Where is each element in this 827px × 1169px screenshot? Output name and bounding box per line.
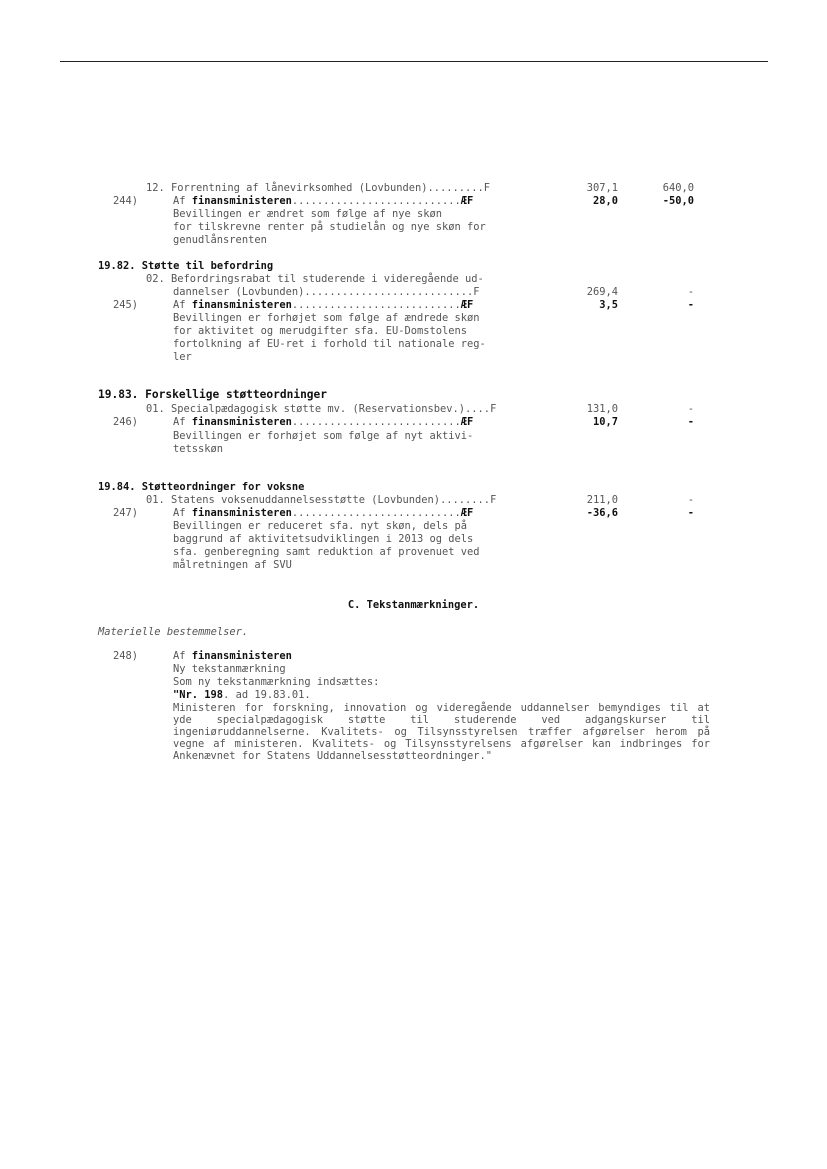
amount-change: - [687, 299, 694, 311]
amount-change: - [687, 416, 694, 428]
change-ref: 244) [113, 195, 139, 207]
item-line: dannelser (Lovbunden)...........................F [173, 286, 480, 298]
amount-change: -50,0 [662, 195, 694, 207]
amount: 211,0 [586, 494, 618, 506]
text-line: Ny tekstanmærkning [173, 663, 286, 675]
item-line: 12. Forrentning af lånevirksomhed (Lovbunden).........F [146, 182, 491, 194]
explanation-line: baggrund af aktivitetsudviklingen i 2013 og dels [173, 533, 474, 545]
explanation-line: Bevillingen er ændret som følge af nye skøn [173, 208, 442, 220]
explanation-line: fortolkning af EU-ret i forhold til nationale reg- [173, 338, 486, 350]
explanation-line: for aktivitet og merudgifter sfa. EU-Domstolens [173, 325, 468, 337]
note-number: Nr. 198 [179, 689, 224, 701]
dot-leader: ........................... [291, 299, 461, 311]
minister-name: finansministeren [191, 416, 292, 428]
item-line: 01. Statens voksenuddannelsesstøtte (Lovbunden)........F [146, 494, 497, 506]
section-title: C. Tekstanmærkninger. [347, 599, 480, 611]
dot-leader: ........................... [291, 416, 461, 428]
note-reference: . ad 19.83.01. [223, 689, 311, 701]
code: ÆF [460, 416, 474, 428]
af-label: Af [173, 195, 192, 207]
amount: 640,0 [662, 182, 694, 194]
section-heading: 19.83. Forskellige støtteordninger [98, 388, 328, 401]
explanation-line: ler [173, 351, 192, 363]
code: ÆF [460, 299, 474, 311]
amount-change: - [687, 507, 694, 519]
code: ÆF [460, 195, 474, 207]
explanation-line: Bevillingen er forhøjet som følge af ændrede skøn [173, 312, 480, 324]
code: ÆF [460, 507, 474, 519]
explanation-line: Bevillingen er reduceret sfa. nyt skøn, dels på [173, 520, 468, 532]
item-line: 02. Befordringsrabat til studerende i videregående ud- [146, 273, 484, 285]
af-label: Af [173, 299, 192, 311]
quote-mark: " [173, 689, 180, 701]
amount: - [687, 494, 694, 506]
minister-name: finansministeren [191, 299, 292, 311]
header-rule [60, 61, 768, 62]
minister-name: finansministeren [191, 195, 292, 207]
section-heading: 19.84. Støtteordninger for voksne [98, 481, 305, 493]
dot-leader: ........................... [291, 195, 461, 207]
note-number-line [173, 689, 311, 701]
text-line: Som ny tekstanmærkning indsættes: [173, 676, 380, 688]
change-ref: 245) [113, 299, 139, 311]
note-paragraph: Ministeren for forskning, innovation og videregående uddannelser bemyndiges til at yde specialpædagogisk støtte til studerende ved adgangskurser til ingeniøruddannelserne. Kvalitets- og Tilsynsstyrelsen træffer afgørelser herom på vegne af ministeren. Kvalitets- og Tilsynsstyrelsens afgørelser kan indbringes for Ankenævnet for Statens Uddannelsesstøtteordninger." [173, 702, 710, 762]
explanation-line: genudlånsrenten [173, 234, 267, 246]
explanation-line: tetsskøn [173, 443, 224, 455]
dot-leader: ........................... [291, 507, 461, 519]
amount-change: 10,7 [592, 416, 618, 428]
af-label: Af [173, 650, 192, 662]
amount: - [687, 286, 694, 298]
af-label: Af [173, 507, 192, 519]
explanation-line: sfa. genberegning samt reduktion af provenuet ved [173, 546, 480, 558]
section-subtitle: Materielle bestemmelser. [98, 626, 249, 638]
amount-change: -36,6 [586, 507, 618, 519]
change-line [173, 299, 473, 311]
amount-change: 3,5 [599, 299, 618, 311]
amount: - [687, 403, 694, 415]
change-line [173, 507, 473, 519]
section-heading: 19.82. Støtte til befordring [98, 260, 274, 272]
change-ref: 247) [113, 507, 139, 519]
change-line [173, 195, 473, 207]
amount: 307,1 [586, 182, 618, 194]
explanation-line: for tilskrevne renter på studielån og nye skøn for [173, 221, 486, 233]
explanation-line: målretningen af SVU [173, 559, 292, 571]
amount: 269,4 [586, 286, 618, 298]
change-ref: 248) [113, 650, 139, 662]
minister-name: finansministeren [191, 650, 292, 662]
amount: 131,0 [586, 403, 618, 415]
change-line [173, 416, 473, 428]
change-line [173, 650, 292, 662]
af-label: Af [173, 416, 192, 428]
item-line: 01. Specialpædagogisk støtte mv. (Reservationsbev.)....F [146, 403, 497, 415]
amount-change: 28,0 [592, 195, 618, 207]
minister-name: finansministeren [191, 507, 292, 519]
explanation-line: Bevillingen er forhøjet som følge af nyt aktivi- [173, 430, 474, 442]
change-ref: 246) [113, 416, 139, 428]
